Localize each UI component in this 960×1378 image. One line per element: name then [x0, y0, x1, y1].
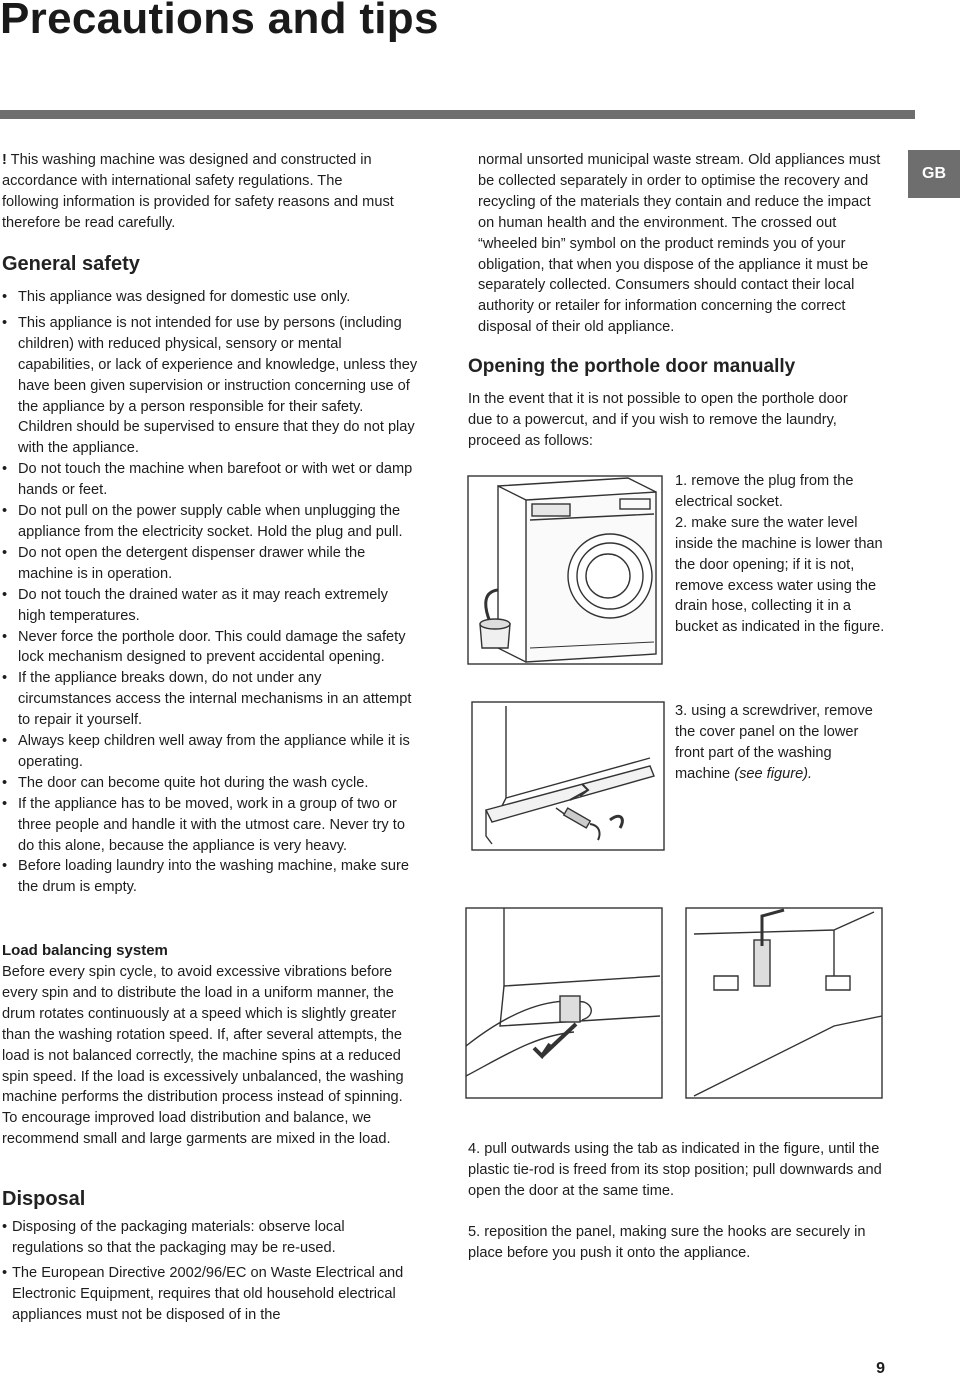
list-item: • Do not pull on the power supply cable when unplugging the appliance from the electricity socket. Hold the plug and pull. — [2, 501, 418, 543]
intro-paragraph — [2, 150, 402, 234]
list-item: • This appliance is not intended for use by persons (including children) with reduced physical, sensory or mental capabilities, or lack of experience and knowledge, unless they have been given supervision or instruction concerning use of the appliance by a person responsible for their safety. Children should be supervised to ensure that they do not play with the appliance. — [2, 313, 418, 459]
list-item: • Disposing of the packaging materials: observe local regulations so that the packaging may be re-used. — [2, 1217, 412, 1259]
step-3-text: 3. using a screwdriver, remove the cover panel on the lower front part of the washing machine — [675, 703, 873, 782]
intro-text: This washing machine was designed and constructed in accordance with international safety regulations. The following information is provided for safety reasons and must therefore be read carefully. — [2, 152, 394, 231]
disposal-heading: Disposal — [2, 1188, 86, 1210]
step-5: 5. reposition the panel, making sure the hooks are securely in place before you push it onto the appliance. — [468, 1224, 866, 1261]
disposal-continued-text: normal unsorted municipal waste stream. Old appliances must be collected separately in order to optimise the recovery and recycling of the materials they contain and reduce the impact on human health and the environment. The crossed out “wheeled bin” symbol on the product reminds you of your obligation, that when you dispose of the appliance it must be separately collected. Consumers should contact their local authority or retailer for information concerning the correct disposal of their old appliance. — [478, 152, 881, 336]
warning-mark: ! — [2, 152, 7, 168]
list-item: • This appliance was designed for domestic use only. — [2, 287, 418, 308]
list-item: • The door can become quite hot during the wash cycle. — [2, 773, 418, 794]
load-balancing-text: Before every spin cycle, to avoid excessive vibrations before every spin and to distribute the load in a uniform manner, the drum rotates continuously at a speed which is slightly greater than the washing rotation speed. If, after several attempts, the load is not balanced correctly, the machine spins at a reduced spin speed. If the load is excessively unbalanced, the washing machine performs the distribution process instead of spinning. To encourage improved load distribution and balance, we recommend small and large garments are mixed in the load. — [2, 964, 404, 1148]
disposal-list — [2, 1217, 412, 1326]
step-4: 4. pull outwards using the tab as indicated in the figure, until the plastic tie-rod is freed from its stop position; pull downwards and open the door at the same time. — [468, 1141, 882, 1199]
page-number: 9 — [876, 1360, 885, 1377]
porthole-intro: In the event that it is not possible to open the porthole door due to a powercut, and if you wish to remove the laundry, proceed as follows: — [468, 391, 848, 449]
step-3 — [675, 701, 885, 785]
language-tab: GB — [908, 150, 960, 198]
general-safety-heading: General safety — [2, 253, 140, 275]
header-rule — [0, 110, 915, 119]
page-title: Precautions and tips — [0, 0, 439, 43]
list-item: • If the appliance breaks down, do not under any circumstances access the internal mechanisms in an attempt to repair it yourself. — [2, 668, 418, 731]
list-item: • If the appliance has to be moved, work in a group of two or three people and handle it with the utmost care. Never try to do this alone, because the appliance is very heavy. — [2, 794, 418, 857]
list-item: • Do not touch the machine when barefoot or with wet or damp hands or feet. — [2, 459, 418, 501]
general-safety-list — [2, 287, 418, 898]
list-item: • Do not touch the drained water as it may reach extremely high temperatures. — [2, 585, 418, 627]
screwdriver-panel-figure — [470, 700, 666, 852]
load-balancing-heading: Load balancing system — [2, 942, 168, 959]
list-item: • Always keep children well away from the appliance while it is operating. — [2, 731, 418, 773]
list-item: • Do not open the detergent dispenser drawer while the machine is in operation. — [2, 543, 418, 585]
pull-tab-figure — [464, 906, 884, 1100]
step-3-figure-ref: (see figure). — [734, 765, 813, 782]
list-item: • The European Directive 2002/96/EC on Waste Electrical and Electronic Equipment, requires that old household electrical appliances must not be disposed of in the — [2, 1263, 412, 1326]
steps-1-2: 1. remove the plug from the electrical socket. 2. make sure the water level inside the machine is lower than the door opening; if it is not, remove excess water using the drain hose, collecting it in a bucket as indicated in the figure. — [675, 473, 885, 636]
washing-machine-drain-figure — [460, 472, 666, 668]
list-item: • Never force the porthole door. This could damage the safety lock mechanism designed to prevent accidental opening. — [2, 627, 418, 669]
porthole-heading: Opening the porthole door manually — [468, 356, 796, 377]
list-item: • Before loading laundry into the washing machine, make sure the drum is empty. — [2, 856, 418, 898]
